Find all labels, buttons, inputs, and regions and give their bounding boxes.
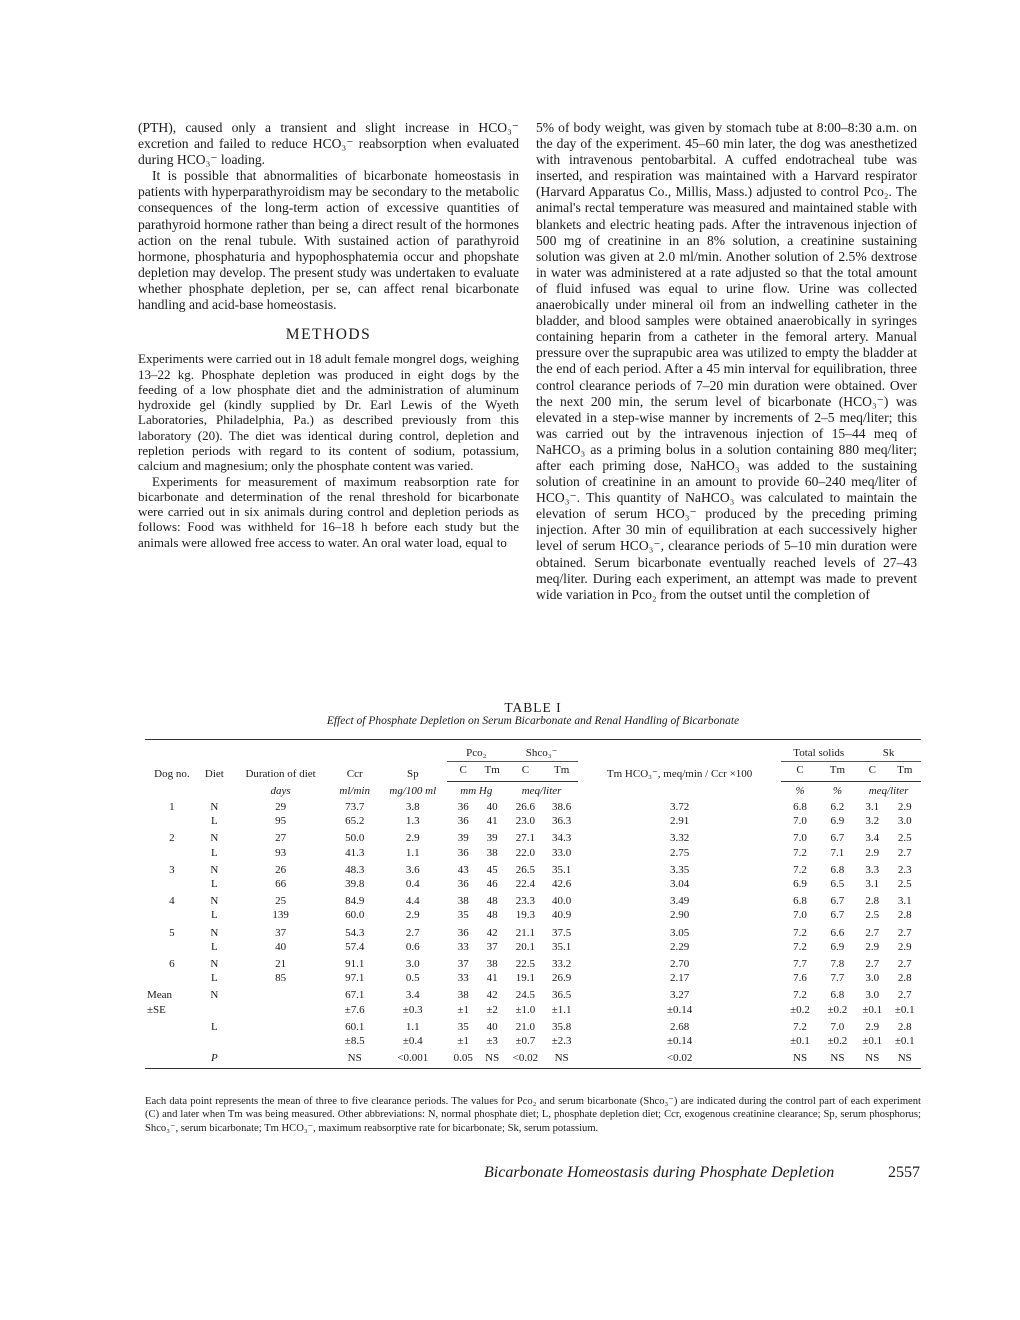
- cell: 2.91: [669, 815, 690, 828]
- cell: NS: [865, 1052, 880, 1064]
- cell: ±1.1: [551, 1003, 572, 1016]
- table-row: [145, 860, 921, 877]
- cell: 2.7: [897, 926, 912, 939]
- cell: 33: [457, 940, 469, 953]
- unit: %: [832, 785, 842, 797]
- cell: 6.5: [830, 878, 845, 891]
- unit: ml/min: [339, 784, 370, 797]
- cell: 1.1: [405, 846, 420, 859]
- cell: 2.7: [865, 926, 880, 939]
- cell: 20.1: [515, 940, 535, 953]
- units-row: [145, 782, 921, 801]
- cell: <0.02: [512, 1052, 539, 1064]
- cell: ±0.1: [894, 1034, 915, 1047]
- cell: 36: [457, 878, 469, 891]
- col-header-duration: Duration of diet: [245, 767, 316, 780]
- cell: 7.1: [830, 846, 845, 859]
- cell: 3.04: [669, 878, 690, 891]
- cell: 23.3: [515, 895, 535, 908]
- cell: 57.4: [345, 940, 365, 953]
- cell: NS: [897, 1052, 912, 1064]
- table-row: [145, 940, 921, 954]
- cell: 1.1: [405, 1020, 420, 1033]
- cell: 45: [486, 863, 498, 876]
- paragraph: 5% of body weight, was given by stomach tube at 8:00–8:30 a.m. on the day of the experiment. 45–60 min later, the dog was anesthetized with intravenous pentobarbital. A cuffed endotracheal tube was inserted, and respiration was maintained with a Harvard respirator (Harvard Apparatus Co., Millis, Mass.) adjusted to control Pco₂. The animal's rectal temperature was measured and maintained stable with blankets and electric heating pads. After the intravenous injection of 500 mg of creatinine in an 8% solution, a creatinine sustaining solution was given at 2.0 ml/min. Another solution of 2.5% dextrose in water was administered at a rate adjusted so that the total amount of fluid infused was equal to urine flow. Urine was collected anaerobically under mineral oil from an indwelling catheter in the bladder, and blood samples were obtained anaerobically in syringes containing heparin from a catheter in the femoral artery. Manual pressure over the suprapubic area was utilized to empty the bladder at the end of each period. After a 45 min interval for equilibration, three control clearance periods of 7–20 min duration were obtained. Over the next 200 min, the serum level of bicarbonate (HCO₃⁻) was elevated in a step-wise manner by increments of 2–5 meq/liter; this was carried out by the intravenous injection of 15–44 meq of NaHCO₃ as a priming bolus in a solution containing 880 meq/liter; after each priming dose, NaHCO₃ was added to the sustaining solution of creatinine in an amount to provide 60–240 meq/liter of HCO₃⁻. This quantity of NaHCO₃ was calculated to maintain the elevation of serum HCO₃⁻ produced by the preceding priming injection. After 30 min of equilibration at each successively higher level of serum HCO₃⁻, clearance periods of 5–10 min duration were obtained. Serum bicarbonate eventually reached levels of 27–43 meq/liter. During each experiment, an attempt was made to prevent wide variation in Pco₂ from the outset until the completion of: [536, 120, 917, 602]
- cell: L: [211, 909, 218, 922]
- cell: 26.6: [515, 801, 535, 814]
- cell: 6.8: [793, 895, 807, 908]
- cell: 3.2: [865, 815, 880, 828]
- cell: L: [211, 972, 218, 985]
- section-heading-methods: METHODS: [285, 326, 372, 344]
- sub-header-tm: Tm: [545, 762, 577, 782]
- dog-number: 1: [169, 801, 175, 814]
- cell: 40: [275, 940, 287, 953]
- cell: 38.6: [552, 801, 572, 814]
- cell: 139: [272, 909, 289, 922]
- cell: 29: [275, 801, 287, 814]
- cell: 26.9: [552, 972, 572, 985]
- dog-number: 6: [169, 957, 175, 970]
- cell: 21.1: [515, 926, 535, 939]
- table-row: [145, 908, 921, 922]
- cell: 37: [486, 940, 498, 953]
- cell: 91.1: [345, 957, 365, 970]
- table-row: [145, 814, 921, 828]
- cell: 3.0: [897, 815, 912, 828]
- left-column: [138, 120, 519, 550]
- cell: 2.3: [897, 863, 912, 876]
- table-row: [145, 828, 921, 845]
- cell: 2.68: [669, 1020, 690, 1033]
- cell: 33: [457, 972, 469, 985]
- cell: L: [211, 940, 218, 953]
- paragraph: Experiments for measurement of maximum reabsorption rate for bicarbonate and determination of the renal threshold for bicarbonate were carried out in six animals during control and depletion periods as follows: Food was withheld for 16–18 h before each study but the animals were allowed free access to water. An oral water load, equal to: [138, 473, 519, 550]
- mean-row-n: [145, 985, 921, 1002]
- se-row-l: [145, 1034, 921, 1048]
- cell: 2.5: [897, 878, 912, 891]
- cell: NS: [830, 1052, 845, 1064]
- cell: 2.9: [405, 909, 420, 922]
- dog-number: [145, 908, 199, 922]
- cell: 21: [275, 957, 287, 970]
- cell: 2.17: [669, 972, 690, 985]
- cell: 19.1: [515, 972, 535, 985]
- cell: ±0.2: [827, 1003, 848, 1016]
- cell: N: [210, 926, 219, 939]
- table-row: [145, 923, 921, 940]
- cell: 3.49: [669, 895, 690, 908]
- cell: 41: [486, 972, 498, 985]
- col-header-sk: Sk: [856, 740, 921, 762]
- cell: 35.1: [552, 863, 572, 876]
- p-label: P: [211, 1052, 218, 1064]
- table-row: [145, 971, 921, 985]
- cell: L: [211, 815, 218, 828]
- cell: ±0.4: [402, 1034, 423, 1047]
- cell: 3.72: [669, 801, 690, 814]
- cell: 3.32: [669, 832, 690, 845]
- paragraph: Experiments were carried out in 18 adult female mongrel dogs, weighing 13–22 kg. Phosphate depletion was produced in eight dogs by the feeding of a low phosphate diet and the administration of aluminum hydroxide gel (kindly supplied by Dr. Earl Lewis of the Wyeth Laboratories, Philadelphia, Pa.) as described previously from this laboratory (20). The diet was identical during control, depletion and repletion periods with regard to its content of sodium, potassium, calcium and magnesium; only the phosphate content was varied.: [138, 351, 519, 474]
- cell: 7.7: [830, 972, 845, 985]
- cell: ±0.1: [862, 1034, 883, 1047]
- cell: 36: [457, 846, 469, 859]
- col-header-shco3: Shco₃⁻: [505, 740, 578, 762]
- cell: N: [210, 863, 219, 876]
- cell: 3.6: [405, 863, 420, 876]
- col-header-pco2: Pco₂: [447, 740, 505, 762]
- cell: 97.1: [345, 972, 365, 985]
- cell: 35.8: [552, 1020, 572, 1033]
- cell: 38: [457, 989, 469, 1002]
- cell: 26: [275, 863, 287, 876]
- cell: 93: [275, 846, 287, 859]
- cell: 0.05: [453, 1052, 473, 1064]
- cell: N: [210, 989, 219, 1002]
- right-column: [536, 120, 917, 603]
- cell: N: [210, 895, 219, 908]
- dog-number: [145, 940, 199, 954]
- cell: 60.1: [345, 1020, 365, 1033]
- data-table: [145, 739, 921, 1069]
- cell: 46: [486, 878, 498, 891]
- cell: N: [210, 801, 219, 814]
- cell: 40.9: [552, 909, 572, 922]
- cell: 6.8: [830, 989, 845, 1002]
- cell: 39.8: [345, 878, 365, 891]
- cell: ±1.0: [515, 1003, 536, 1016]
- cell: 7.8: [830, 957, 845, 970]
- dog-number: [145, 971, 199, 985]
- cell: 3.35: [669, 863, 690, 876]
- cell: ±7.6: [344, 1003, 365, 1016]
- cell: 42.6: [552, 878, 572, 891]
- cell: 2.9: [865, 846, 880, 859]
- cell: ±0.2: [790, 1003, 810, 1016]
- sub-header-c: C: [781, 762, 818, 782]
- cell: 7.2: [793, 926, 807, 939]
- unit: mg/100 ml: [389, 784, 437, 797]
- cell: 7.7: [793, 957, 807, 970]
- cell: 7.2: [793, 1020, 807, 1033]
- cell: 7.0: [793, 815, 807, 828]
- cell: 35.1: [552, 940, 572, 953]
- cell: 39: [486, 832, 498, 845]
- cell: 39: [457, 832, 469, 845]
- cell: 2.7: [865, 957, 880, 970]
- cell: 7.0: [793, 909, 807, 922]
- cell: 85: [275, 972, 287, 985]
- cell: 34.3: [552, 832, 572, 845]
- cell: 2.90: [669, 909, 690, 922]
- cell: ±0.7: [515, 1034, 536, 1047]
- cell: ±0.3: [402, 1003, 423, 1016]
- cell: ±0.2: [827, 1034, 848, 1047]
- table-row: [145, 891, 921, 908]
- cell: 3.0: [865, 972, 880, 985]
- cell: 33.0: [552, 846, 572, 859]
- cell: ±0.1: [862, 1003, 883, 1016]
- sub-header-tm: Tm: [479, 762, 505, 782]
- cell: 3.4: [405, 989, 420, 1002]
- cell: 50.0: [345, 832, 365, 845]
- cell: 25: [275, 895, 287, 908]
- cell: 2.9: [405, 832, 420, 845]
- cell: 48: [486, 895, 498, 908]
- sub-header-c: C: [856, 762, 888, 782]
- cell: NS: [793, 1052, 808, 1064]
- cell: ±2.3: [551, 1034, 572, 1047]
- cell: 42: [486, 989, 498, 1002]
- cell: <0.001: [397, 1052, 429, 1064]
- cell: 0.5: [405, 972, 420, 985]
- dog-number: [145, 877, 199, 891]
- cell: 3.1: [897, 895, 912, 908]
- cell: 3.0: [865, 989, 880, 1002]
- cell: 60.0: [345, 909, 365, 922]
- page-number: 2557: [888, 1164, 920, 1181]
- cell: 4.4: [405, 895, 420, 908]
- cell: 6.9: [793, 878, 807, 891]
- cell: 2.9: [897, 801, 912, 814]
- cell: 38: [457, 895, 469, 908]
- paragraph: It is possible that abnormalities of bicarbonate homeostasis in patients with hyperparathyroidism may be secondary to the metabolic consequences of the long-term action of excessive quantities of parathyroid hormone rather than being a direct result of the hormones action on the renal tubule. With sustained action of parathyroid hormone, phosphaturia and hypophosphatemia occur and phopshate depletion may develop. The present study was undertaken to evaluate whether phosphate depletion, per se, can affect renal bicarbonate handling and acid-base homeostasis.: [138, 168, 519, 313]
- cell: 2.9: [865, 940, 880, 953]
- cell: 0.4: [405, 878, 420, 891]
- cell: 2.5: [897, 832, 912, 845]
- cell: 6.7: [830, 895, 845, 908]
- cell: 41: [486, 815, 498, 828]
- cell: 6.7: [830, 832, 845, 845]
- table-row: [145, 800, 921, 814]
- cell: 36.5: [552, 989, 572, 1002]
- cell: 38: [486, 957, 498, 970]
- cell: ±0.14: [666, 1003, 693, 1016]
- cell: 3.1: [865, 801, 880, 814]
- cell: 3.3: [865, 863, 880, 876]
- cell: 54.3: [345, 926, 365, 939]
- cell: 7.2: [793, 940, 807, 953]
- unit: meq/liter: [521, 785, 562, 797]
- cell: 21.0: [515, 1020, 535, 1033]
- cell: 38: [486, 846, 498, 859]
- cell: 37: [457, 957, 469, 970]
- cell: 2.8: [897, 909, 912, 922]
- cell: NS: [347, 1052, 362, 1064]
- table-footnote: Each data point represents the mean of three to five clearance periods. The values for Pco₂ and serum bicarbonate (Shco₃⁻) are indicated during the control part of each experiment (C) and later when Tm was being measured. Other abbreviations: N, normal phosphate diet; L, phosphate depletion diet; Ccr, exogenous creatinine clearance; Sp, serum phosphorus; Shco₃⁻, serum bicarbonate; Tm HCO₃⁻, maximum reabsorptive rate for bicarbonate; Sk, serum potassium.: [145, 1096, 921, 1134]
- cell: 2.9: [865, 1020, 880, 1033]
- cell: 6.7: [830, 909, 845, 922]
- cell: 3.8: [405, 801, 420, 814]
- cell: 6.2: [830, 801, 845, 814]
- sub-header-c: C: [505, 762, 545, 782]
- dog-number: [145, 814, 199, 828]
- cell: 2.8: [897, 1020, 912, 1033]
- cell: 0.6: [405, 940, 420, 953]
- cell: ±0.1: [894, 1003, 915, 1016]
- cell: 6.8: [793, 801, 807, 814]
- cell: 66: [275, 878, 287, 891]
- cell: L: [211, 846, 218, 859]
- cell: 22.5: [515, 957, 535, 970]
- cell: 2.7: [897, 989, 912, 1002]
- cell: <0.02: [666, 1052, 693, 1064]
- cell: 2.75: [669, 846, 690, 859]
- cell: 7.0: [793, 832, 807, 845]
- cell: 6.9: [830, 815, 845, 828]
- cell: 48: [486, 909, 498, 922]
- cell: L: [211, 878, 218, 891]
- cell: 65.2: [345, 815, 365, 828]
- cell: 67.1: [345, 989, 365, 1002]
- p-value-row: [145, 1048, 921, 1069]
- col-header-total-solids: Total solids: [781, 740, 856, 762]
- cell: 7.2: [793, 863, 807, 876]
- se-row-n: [145, 1002, 921, 1016]
- col-header-dog: Dog no.: [154, 767, 190, 780]
- cell: 40.0: [552, 895, 572, 908]
- cell: 84.9: [345, 895, 365, 908]
- cell: 43: [457, 863, 469, 876]
- sub-header-tm: Tm: [889, 762, 922, 782]
- dog-number: 2: [169, 832, 175, 845]
- cell: 3.27: [669, 989, 690, 1002]
- cell: 40: [486, 801, 498, 814]
- sub-header-tm: Tm: [819, 762, 856, 782]
- table-caption: Effect of Phosphate Depletion on Serum Bicarbonate and Renal Handling of Bicarbonate: [326, 715, 740, 727]
- cell: 3.4: [865, 832, 880, 845]
- cell: 36: [457, 926, 469, 939]
- cell: 2.8: [865, 895, 880, 908]
- unit: days: [270, 784, 291, 797]
- table-row: [145, 846, 921, 860]
- cell: 6.8: [830, 863, 845, 876]
- se-label: ±SE: [147, 1003, 166, 1016]
- cell: 26.5: [515, 863, 535, 876]
- cell: ±1: [457, 1034, 469, 1047]
- table-row: [145, 954, 921, 971]
- cell: 2.5: [865, 909, 880, 922]
- cell: 36: [457, 815, 469, 828]
- cell: 36: [457, 801, 469, 814]
- cell: ±8.5: [344, 1034, 365, 1047]
- unit: mm Hg: [460, 785, 493, 797]
- cell: N: [210, 832, 219, 845]
- cell: 2.7: [897, 957, 912, 970]
- cell: 7.6: [793, 972, 807, 985]
- cell: NS: [485, 1052, 500, 1064]
- cell: ±0.14: [666, 1034, 693, 1047]
- col-header-diet: Diet: [204, 767, 224, 780]
- paragraph: (PTH), caused only a transient and slight increase in HCO₃⁻ excretion and failed to reduce HCO₃⁻ reabsorption when evaluated during HCO₃⁻ loading.: [138, 120, 519, 168]
- cell: ±1: [457, 1003, 469, 1016]
- cell: 24.5: [515, 989, 535, 1002]
- cell: 23.0: [515, 815, 535, 828]
- cell: 3.1: [865, 878, 880, 891]
- cell: ±0.1: [790, 1034, 810, 1047]
- cell: 2.8: [897, 972, 912, 985]
- mean-row-l: [145, 1017, 921, 1034]
- mean-label: Mean: [147, 989, 173, 1002]
- cell: 37: [275, 926, 287, 939]
- cell: 2.7: [405, 926, 420, 939]
- running-title: Bicarbonate Homeostasis during Phosphate Depletion: [484, 1164, 835, 1181]
- cell: 7.2: [793, 989, 807, 1002]
- dog-number: 3: [169, 863, 175, 876]
- dog-number: [145, 846, 199, 860]
- col-header-sp: Sp: [406, 767, 419, 780]
- cell: 27.1: [515, 832, 535, 845]
- cell: 73.7: [345, 801, 365, 814]
- cell: 3.0: [405, 957, 420, 970]
- table-row: [145, 877, 921, 891]
- cell: 33.2: [552, 957, 572, 970]
- cell: L: [211, 1020, 218, 1033]
- cell: 22.0: [515, 846, 535, 859]
- cell: 6.6: [830, 926, 845, 939]
- cell: 36.3: [552, 815, 572, 828]
- cell: 1.3: [405, 815, 420, 828]
- cell: 35: [457, 1020, 469, 1033]
- cell: 27: [275, 832, 287, 845]
- cell: 6.9: [830, 940, 845, 953]
- cell: 40: [486, 1020, 498, 1033]
- cell: 7.0: [830, 1020, 845, 1033]
- cell: 19.3: [515, 909, 535, 922]
- cell: N: [210, 957, 219, 970]
- dog-number: 4: [169, 895, 175, 908]
- cell: 48.3: [345, 863, 365, 876]
- cell: ±3: [486, 1034, 498, 1047]
- cell: 2.9: [897, 940, 912, 953]
- sub-header-c: C: [447, 762, 479, 782]
- unit: meq/liter: [868, 785, 909, 797]
- cell: 37.5: [552, 926, 572, 939]
- cell: 3.05: [669, 926, 690, 939]
- cell: 2.29: [669, 940, 690, 953]
- col-header-tm-hco3: Tm HCO₃⁻, meq/min / Ccr ×100: [606, 767, 753, 780]
- table-title: TABLE I: [504, 700, 562, 715]
- unit: %: [795, 785, 805, 797]
- cell: 35: [457, 909, 469, 922]
- cell: 95: [275, 815, 287, 828]
- cell: ±2: [486, 1003, 498, 1016]
- cell: 2.7: [897, 846, 912, 859]
- cell: 2.70: [669, 957, 690, 970]
- cell: 7.2: [793, 846, 807, 859]
- cell: 42: [486, 926, 498, 939]
- cell: NS: [554, 1052, 569, 1064]
- cell: 41.3: [345, 846, 365, 859]
- col-header-ccr: Ccr: [346, 767, 363, 780]
- dog-number: 5: [169, 926, 175, 939]
- cell: 22.4: [515, 878, 535, 891]
